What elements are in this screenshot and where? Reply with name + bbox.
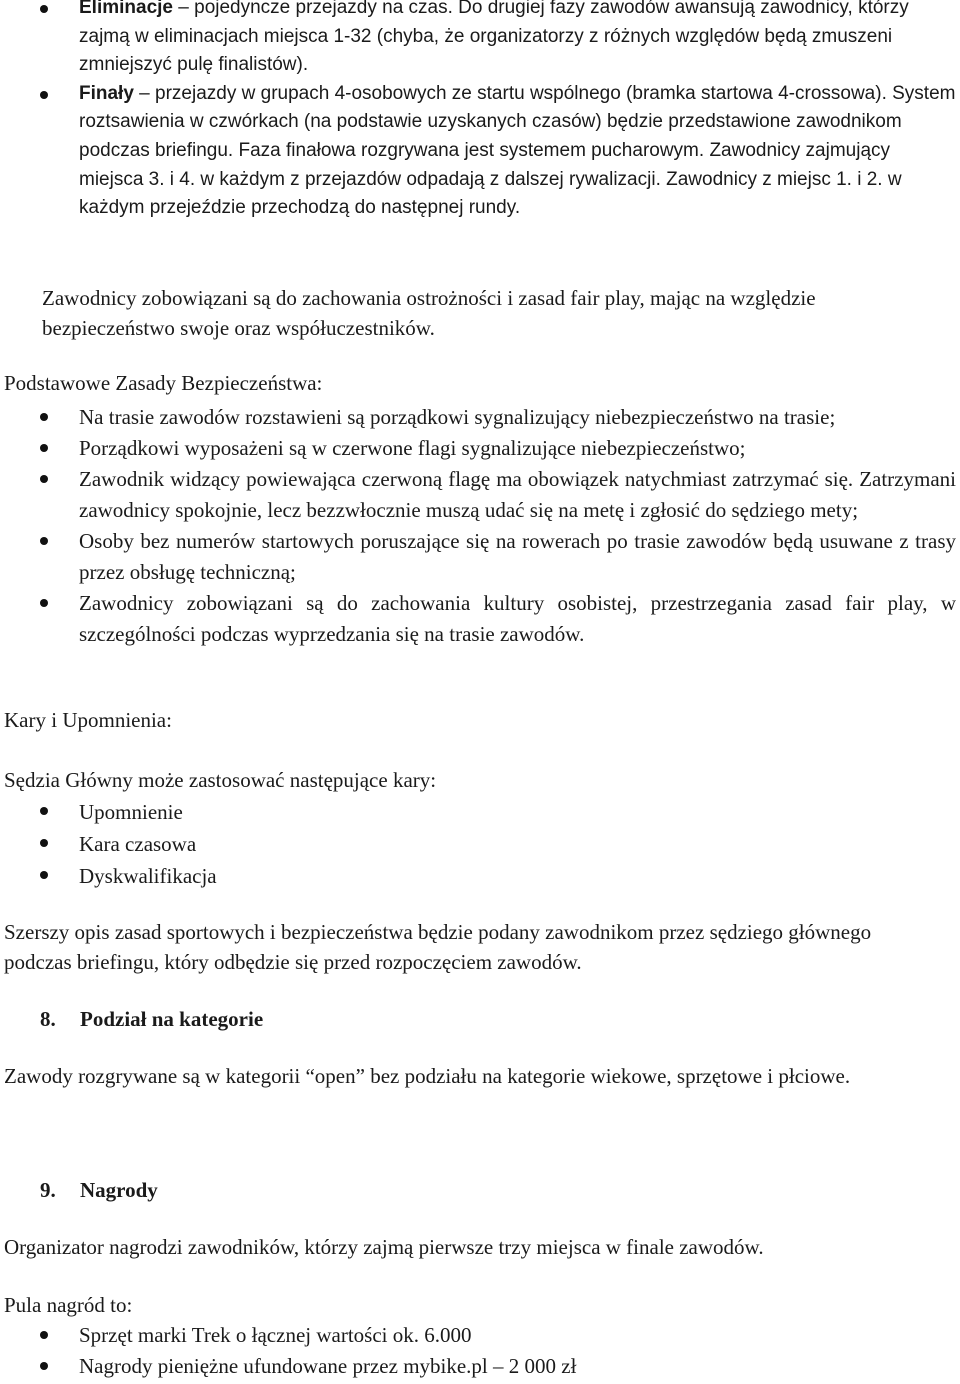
list-item [0,80,960,223]
penalties-list [0,796,960,892]
penalties-intro: Sędzia Główny może zastosować następujące kary: [4,768,437,792]
list-item [0,0,960,80]
prize-pool-title: Pula nagród to: [4,1293,133,1317]
penalties-note: Szerszy opis zasad sportowych i bezpieczeństwa będzie podany zawodnikom przez sędziego głównego podczas briefingu, który odbędzie się przed rozpoczęciem zawodów. [4,920,872,974]
list-item-bold: Finały [79,82,134,104]
list-item: Nagrody pieniężne ufundowane przez mybike.pl – 2 000 zł [0,1351,960,1382]
section-title: Nagrody [80,1178,158,1202]
section-8-text: Zawody rozgrywane są w kategorii “open” bez podziału na kategorie wiekowe, sprzętowe i płciowe. [4,1064,851,1088]
safety-rules-list [0,402,960,650]
section-9-heading [0,1175,158,1205]
list-item: Na trasie zawodów rozstawieni są porządkowi sygnalizujący niebezpieczeństwo na trasie; [0,402,960,433]
list-item-text: – przejazdy w grupach 4-osobowych ze startu wspólnego (bramka startowa 4-crossowa). System roztsawienia w czwórkach (na podstawie uzyskanych czasów) będzie przedstawione zawodnikom podczas briefingu. Faza finałowa rozgrywana jest systemem pucharowym. Zawodnicy zajmujący miejsca 3. i 4. w każdym z przejazdów odpadają z dalszej rywalizacji. Zawodnicy z miejsc 1. i 2. w każdym przejeździe przechodzą do następnej rundy. [79,82,956,219]
list-item: Upomnienie [0,796,960,828]
section-9-text: Organizator nagrodzi zawodników, którzy zajmą pierwsze trzy miejsca w finale zawodów. [4,1235,764,1259]
safety-title: Podstawowe Zasady Bezpieczeństwa: [4,371,323,395]
section-number: 9. [40,1178,56,1202]
list-item: Osoby bez numerów startowych poruszające się na rowerach po trasie zawodów będą usuwane z trasy przez obsługę techniczną; [0,526,960,588]
section-title: Podział na kategorie [80,1007,264,1031]
list-item: Porządkowi wyposażeni są w czerwone flagi sygnalizujące niebezpieczeństwo; [0,433,960,464]
list-item: Kara czasowa [0,828,960,860]
list-item-bold: Eliminacje [79,0,173,18]
list-item-text: – pojedyncze przejazdy na czas. Do drugiej fazy zawodów awansują zawodnicy, którzy zajmą w eliminacjach miejsca 1-32 (chyba, że organizatorzy z różnych względów będą zmuszeni zmniejszyć pulę finalistów). [79,0,909,76]
penalties-title: Kary i Upomnienia: [4,708,172,732]
section-8-heading [0,1004,263,1034]
list-item: Dyskwalifikacja [0,860,960,892]
fair-play-paragraph: Zawodnicy zobowiązani są do zachowania ostrożności i zasad fair play, mając na względzie bezpieczeństwo swoje oraz współuczestników. [42,286,816,340]
list-item: Zawodnik widzący powiewająca czerwoną flagę ma obowiązek natychmiast zatrzymać się. Zatrzymani zawodnicy spokojnie, lecz bezzwłocznie muszą udać się na metę i zgłosić do sędziego mety; [0,464,960,526]
list-item: Sprzęt marki Trek o łącznej wartości ok. 6.000 [0,1320,960,1351]
prize-list [0,1320,960,1382]
section-number: 8. [40,1007,56,1031]
competition-format-list [0,0,960,223]
list-item: Zawodnicy zobowiązani są do zachowania kultury osobistej, przestrzegania zasad fair play, w szczególności podczas wyprzedzania się na trasie zawodów. [0,588,960,650]
